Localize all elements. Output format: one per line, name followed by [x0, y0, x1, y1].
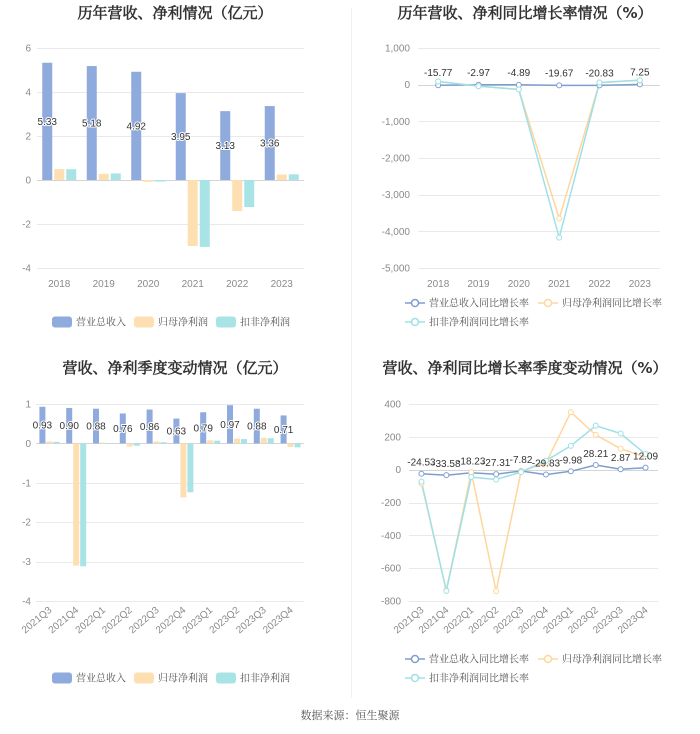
bar-deducted-net-profit-2022q1	[107, 443, 113, 444]
data-label-revenue-growth-2020: -4.89	[507, 67, 531, 79]
legend-swatch-icon	[52, 317, 72, 328]
x-tick-label: 2023Q2	[566, 604, 601, 637]
x-tick-label: 2019	[92, 279, 115, 290]
legend-swatch-icon	[134, 317, 154, 328]
x-tick-label: 2022Q1	[441, 604, 477, 637]
y-tick-label: 200	[384, 432, 401, 444]
data-label-revenue-growth-2023q2: 28.21	[583, 449, 609, 461]
data-source-note: 数据来源：恒生聚源	[300, 709, 400, 722]
data-label-revenue-2021: 3.95	[171, 132, 191, 144]
x-tick-label: 2021Q3	[392, 604, 427, 637]
bar-net-profit-2023q1	[207, 440, 213, 443]
bar-deducted-net-profit-2019	[111, 173, 121, 180]
point-deducted-net-profit-growth-2022	[597, 80, 602, 85]
legend-item-deducted-net-profit[interactable]	[216, 672, 290, 685]
y-tick-label: 1,000	[384, 43, 410, 55]
point-net-profit-growth-2021	[557, 216, 562, 221]
bar-net-profit-2022q4	[180, 443, 186, 497]
chart-title: 历年营收、净利同比增长率情况（%）	[397, 4, 653, 22]
point-deducted-net-profit-growth-2023q1	[568, 443, 573, 448]
x-tick-label: 2022Q2	[100, 604, 135, 637]
point-net-profit-growth-2023q3	[618, 446, 623, 451]
annual-growth-rate-chart	[350, 0, 700, 350]
y-tick-label: -3,000	[381, 190, 410, 202]
y-tick-label: 0	[404, 80, 410, 92]
x-tick-label: 2022Q3	[491, 604, 526, 637]
legend-swatch-icon	[216, 673, 236, 684]
y-tick-label: 1	[25, 399, 31, 411]
y-tick-label: -200	[380, 498, 401, 509]
data-label-revenue-growth-2023q1: -9.98	[559, 455, 583, 467]
y-tick-label: -4	[22, 596, 31, 608]
y-tick-label: -2	[22, 219, 31, 231]
data-label-revenue-2022q1: 0.88	[86, 421, 106, 433]
point-deducted-net-profit-growth-2022q3	[519, 470, 524, 475]
legend-label: 营业总收入同比增长率	[429, 298, 529, 310]
point-revenue-growth-2021	[557, 83, 562, 88]
x-tick-label: 2018	[427, 279, 450, 290]
bar-net-profit-2022	[232, 180, 242, 211]
x-tick-label: 2022Q2	[466, 604, 502, 637]
x-tick-label: 2023Q4	[616, 604, 651, 637]
chart-legend	[405, 653, 662, 685]
y-tick-label: -600	[380, 563, 401, 575]
plot-area	[22, 44, 304, 291]
x-tick-label: 2022Q4	[153, 604, 189, 637]
x-tick-label: 2021	[548, 279, 571, 290]
bar-deducted-net-profit-2020	[155, 180, 165, 182]
point-deducted-net-profit-growth-2022q2	[494, 477, 499, 482]
bar-deducted-net-profit-2022q4	[187, 443, 193, 492]
y-tick-label: -3	[22, 557, 31, 569]
data-label-revenue-2022q2: 0.76	[113, 423, 133, 435]
data-label-revenue-growth-2022q4: -29.83	[531, 458, 561, 470]
data-label-revenue-2022q4: 0.63	[166, 426, 187, 438]
y-tick-label: 0	[25, 175, 31, 187]
data-label-revenue-growth-2023q3: 2.87	[610, 453, 631, 465]
point-deducted-net-profit-growth-2021	[557, 235, 562, 240]
data-label-revenue-2022q3: 0.86	[139, 421, 160, 433]
bar-net-profit-2022q1	[100, 443, 106, 444]
legend-label: 营业总收入	[76, 317, 126, 329]
data-label-revenue-2023q3: 0.88	[247, 421, 267, 433]
data-label-revenue-2023: 3.36	[260, 138, 280, 150]
bar-net-profit-2022q2	[127, 443, 133, 446]
bar-net-profit-2023q2	[234, 439, 240, 444]
y-tick-label: 6	[25, 43, 31, 55]
bar-net-profit-2021q3	[46, 441, 52, 443]
point-revenue-growth-2023q4	[643, 465, 648, 470]
point-deducted-net-profit-growth-2018	[436, 79, 441, 84]
bar-net-profit-2019	[99, 174, 109, 180]
legend-item-net-profit[interactable]	[134, 672, 208, 685]
bar-net-profit-2018	[54, 169, 64, 180]
point-deducted-net-profit-growth-2023	[637, 78, 642, 83]
legend-marker-icon	[412, 319, 419, 326]
quarterly-revenue-profit-chart	[0, 350, 350, 700]
data-label-revenue-growth-2022q2: -27.31	[481, 458, 511, 470]
legend-swatch-icon	[134, 673, 154, 684]
y-tick-label: 400	[384, 399, 401, 411]
bar-net-profit-2021q4	[73, 443, 79, 565]
legend-item-deducted-net-profit[interactable]	[216, 316, 290, 329]
legend-marker-icon	[412, 675, 419, 682]
y-tick-label: 0	[395, 465, 401, 477]
legend-label: 归母净利润同比增长率	[562, 298, 662, 310]
data-label-revenue-growth-2022q3: -7.82	[509, 454, 533, 466]
point-revenue-growth-2021q4	[444, 473, 449, 478]
point-deducted-net-profit-growth-2021q4	[444, 588, 449, 593]
point-deducted-net-profit-growth-2023q2	[593, 423, 598, 428]
x-tick-label: 2020	[137, 279, 160, 290]
data-label-revenue-growth-2022: -20.83	[585, 68, 614, 80]
x-tick-label: 2023Q1	[541, 604, 576, 637]
plot-area	[382, 44, 660, 291]
y-tick-label: -400	[380, 530, 401, 542]
bar-net-profit-2022q3	[154, 441, 160, 443]
legend-item-revenue-growth[interactable]	[405, 297, 529, 310]
x-tick-label: 2023Q1	[180, 604, 216, 637]
bar-net-profit-2021	[188, 180, 198, 246]
legend-label: 归母净利润	[158, 317, 208, 329]
bar-net-profit-2023q4	[288, 443, 294, 447]
y-tick-label: -5,000	[381, 263, 410, 275]
point-net-profit-growth-2022q1	[469, 470, 474, 475]
data-label-revenue-growth-2019: -2.97	[467, 67, 490, 79]
legend-marker-icon	[412, 656, 419, 663]
chart-title: 营收、净利同比增长率季度变动情况（%）	[382, 359, 668, 377]
x-tick-label: 2021Q4	[46, 604, 82, 637]
x-tick-label: 2023Q2	[207, 604, 242, 637]
bar-deducted-net-profit-2021	[200, 180, 210, 247]
point-deducted-net-profit-growth-2022q1	[469, 475, 474, 480]
bar-deducted-net-profit-2023q3	[268, 438, 274, 443]
bar-deducted-net-profit-2023	[289, 174, 299, 180]
y-tick-label: -2,000	[381, 153, 410, 165]
point-revenue-growth-2023q2	[593, 463, 598, 468]
legend-item-revenue-growth[interactable]	[405, 653, 529, 666]
data-label-revenue-growth-2023q4: 12.09	[633, 451, 659, 463]
line-net-profit-growth	[422, 412, 646, 591]
x-tick-label: 2022	[226, 279, 249, 290]
x-tick-label: 2021	[181, 279, 204, 290]
x-tick-label: 2022Q3	[127, 604, 162, 637]
x-tick-label: 2022Q4	[516, 604, 551, 637]
legend-item-deducted-net-profit-growth[interactable]	[405, 316, 529, 329]
quarterly-growth-rate-chart	[350, 350, 700, 700]
legend-marker-icon	[412, 300, 419, 307]
bar-net-profit-2023	[277, 175, 287, 181]
line-net-profit-growth	[438, 80, 640, 218]
x-tick-label: 2021Q4	[416, 604, 452, 637]
x-tick-label: 2020	[507, 279, 530, 290]
point-net-profit-growth-2023q1	[568, 410, 573, 415]
legend-item-net-profit-growth[interactable]	[538, 297, 662, 310]
x-tick-label: 2023Q3	[591, 604, 626, 637]
data-label-revenue-growth-2023: 7.25	[630, 67, 650, 79]
bar-deducted-net-profit-2022	[244, 180, 254, 207]
legend-label: 扣非净利润同比增长率	[429, 673, 529, 685]
point-revenue-growth-2023q1	[568, 469, 573, 474]
annual-revenue-profit-chart	[0, 0, 350, 350]
x-tick-label: 2023Q3	[234, 604, 269, 637]
y-tick-label: -4	[22, 263, 31, 275]
chart-legend	[52, 316, 290, 329]
data-label-revenue-2023q4: 0.71	[273, 424, 294, 436]
point-net-profit-growth-2023q2	[593, 432, 598, 437]
data-label-revenue-growth-2022q1: -18.23	[457, 456, 486, 468]
point-revenue-growth-2022q2	[494, 472, 499, 477]
chart-title: 营收、净利季度变动情况（亿元）	[62, 359, 288, 377]
y-tick-label: -1	[22, 478, 31, 490]
bar-deducted-net-profit-2023q1	[214, 441, 220, 444]
legend-item-net-profit[interactable]	[134, 316, 208, 329]
y-tick-label: -1,000	[381, 116, 410, 128]
data-label-revenue-2019: 5.18	[82, 118, 102, 130]
x-tick-label: 2018	[48, 279, 71, 290]
data-label-revenue-2020: 4.92	[126, 121, 146, 133]
bar-deducted-net-profit-2018	[66, 169, 76, 180]
bar-deducted-net-profit-2021q3	[53, 442, 59, 444]
data-label-revenue-growth-2018: -15.77	[423, 68, 453, 80]
data-label-revenue-2021q3: 0.93	[32, 420, 53, 432]
legend-item-revenue[interactable]	[52, 672, 126, 685]
bar-net-profit-2023q3	[261, 438, 267, 444]
x-tick-label: 2023	[628, 279, 651, 290]
line-deducted-net-profit-growth	[422, 426, 646, 591]
legend-marker-icon	[545, 656, 552, 663]
legend-label: 扣非净利润同比增长率	[429, 317, 529, 329]
legend-label: 营业总收入	[76, 673, 126, 685]
x-tick-label: 2023	[270, 279, 293, 290]
y-tick-label: 0	[25, 438, 31, 450]
legend-item-net-profit-growth[interactable]	[538, 653, 662, 666]
bar-deducted-net-profit-2023q4	[295, 443, 301, 447]
y-tick-label: 4	[25, 87, 31, 99]
y-tick-label: -800	[380, 596, 401, 608]
x-tick-label: 2019	[467, 279, 490, 290]
point-deducted-net-profit-growth-2021q3	[419, 479, 424, 484]
y-tick-label: 2	[25, 131, 31, 143]
chart-legend	[405, 297, 662, 329]
x-tick-label: 2022Q1	[73, 604, 108, 637]
legend-label: 扣非净利润	[240, 317, 290, 329]
legend-label: 归母净利润同比增长率	[562, 654, 662, 666]
x-tick-label: 2021Q3	[19, 604, 55, 637]
bar-deducted-net-profit-2022q3	[161, 442, 167, 443]
data-label-revenue-2022: 3.13	[215, 141, 235, 153]
legend-label: 营业总收入同比增长率	[429, 654, 529, 666]
legend-label: 扣非净利润	[240, 673, 290, 685]
data-label-revenue-growth-2021: -19.67	[544, 68, 574, 80]
bar-deducted-net-profit-2021q4	[80, 443, 86, 566]
legend-item-deducted-net-profit-growth[interactable]	[405, 672, 529, 685]
plot-area	[381, 400, 659, 637]
data-label-revenue-2021q4: 0.90	[59, 421, 79, 433]
data-label-revenue-2023q2: 0.97	[220, 419, 240, 431]
data-label-revenue-growth-2021q4: -33.58	[432, 459, 461, 471]
y-tick-label: -2	[22, 517, 31, 529]
point-revenue-growth-2021q3	[419, 471, 424, 476]
point-revenue-growth-2023q3	[618, 467, 623, 472]
legend-item-revenue[interactable]	[52, 316, 126, 329]
legend-swatch-icon	[216, 317, 236, 328]
chart-title: 历年营收、净利情况（亿元）	[77, 4, 273, 22]
point-net-profit-growth-2022q2	[494, 589, 499, 594]
point-deducted-net-profit-growth-2019	[476, 84, 481, 89]
y-tick-label: -4,000	[381, 226, 410, 238]
data-label-revenue-growth-2021q3: -24.53	[407, 457, 436, 469]
legend-marker-icon	[545, 300, 552, 307]
point-revenue-growth-2022q4	[543, 472, 548, 477]
x-tick-label: 2023Q4	[261, 604, 296, 637]
plot-area	[20, 400, 304, 637]
data-label-revenue-2023q1: 0.79	[193, 423, 213, 435]
point-deducted-net-profit-growth-2023q3	[618, 431, 623, 436]
bar-deducted-net-profit-2022q2	[134, 443, 140, 445]
data-label-revenue-2018: 5.33	[37, 116, 57, 128]
legend-label: 归母净利润	[158, 673, 208, 685]
chart-legend	[52, 672, 290, 685]
point-deducted-net-profit-growth-2020	[516, 87, 521, 92]
x-tick-label: 2022	[588, 279, 611, 290]
legend-swatch-icon	[52, 673, 72, 684]
bar-deducted-net-profit-2023q2	[241, 439, 247, 443]
bar-net-profit-2020	[143, 180, 153, 182]
